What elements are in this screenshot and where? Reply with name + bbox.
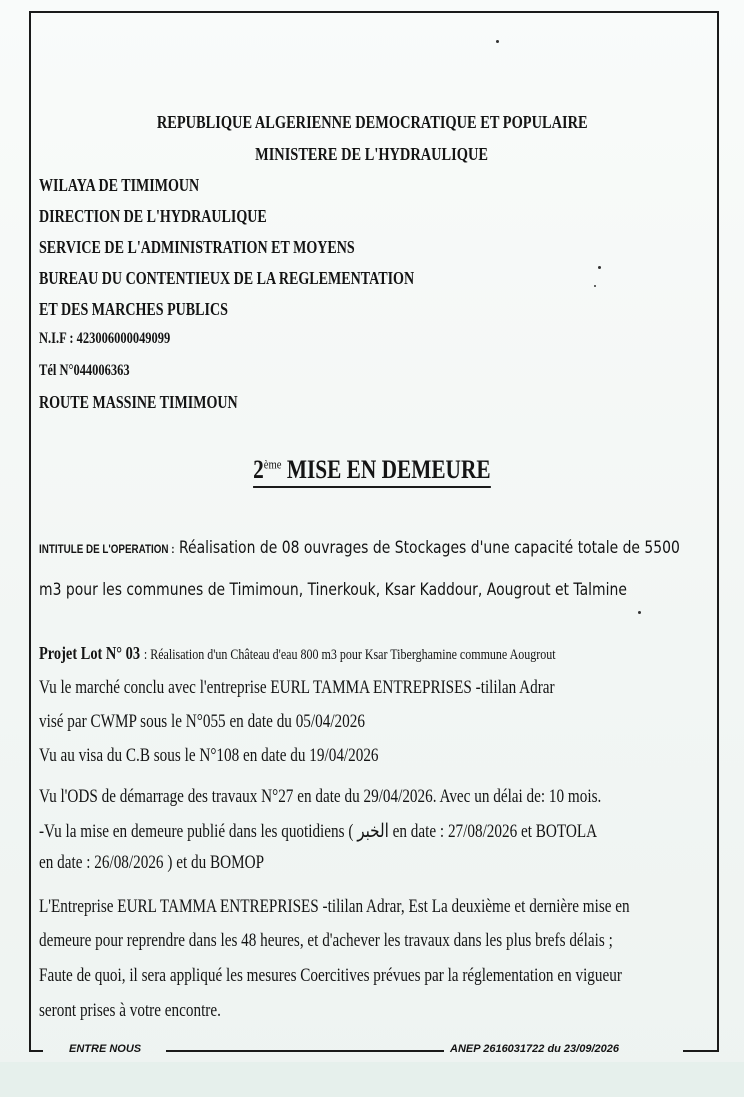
wilaya-line: WILAYA DE TIMIMOUN <box>39 175 200 195</box>
body-line-7: L'Entreprise EURL TAMMA ENTREPRISES -tililan Adrar, Est La deuxième et dernière mise en <box>39 896 630 917</box>
direction-line: DIRECTION DE L'HYDRAULIQUE <box>39 206 267 226</box>
page-bottom-margin <box>0 1062 744 1097</box>
service-line: SERVICE DE L'ADMINISTRATION ET MOYENS <box>39 237 355 257</box>
project-line <box>39 643 685 665</box>
notice-footer <box>29 1040 719 1062</box>
nif-line: N.I.F : 423006000049099 <box>39 330 171 347</box>
republic-heading: REPUBLIQUE ALGERIENNE DEMOCRATIQUE ET POPULAIRE <box>156 112 588 132</box>
operation-line-1 <box>39 538 744 558</box>
tel-line: Tél N°044006363 <box>39 362 130 379</box>
address-line: ROUTE MASSINE TIMIMOUN <box>39 392 238 412</box>
project-label: Projet Lot N° 03 <box>39 643 141 663</box>
body-line-9: Faute de quoi, il sera appliqué les mesures Coercitives prévues par la réglementation en vigueur <box>39 965 622 986</box>
body-line-5: -Vu la mise en demeure publié dans les quotidiens ( الخبر en date : 27/08/2026 et BOTOLA <box>39 821 598 842</box>
print-speck <box>638 611 641 614</box>
project-text: : Réalisation d'un Château d'eau 800 m3 pour Ksar Tiberghamine commune Aougrout <box>143 647 556 663</box>
body-line-6: en date : 26/08/2026 ) et du BOMOP <box>39 852 265 873</box>
footer-rule-left <box>29 1050 43 1052</box>
body-line-8: demeure pour reprendre dans les 48 heures, et d'achever les travaux dans les plus brefs délais ; <box>39 930 613 951</box>
ministry-heading: MINISTERE DE L'HYDRAULIQUE <box>255 144 489 164</box>
body-line-3: Vu au visa du C.B sous le N°108 en date du 19/04/2026 <box>39 745 379 766</box>
notice-title <box>0 455 744 488</box>
print-speck <box>496 40 499 43</box>
body-line-1: Vu le marché conclu avec l'entreprise EURL TAMMA ENTREPRISES -tililan Adrar <box>39 677 555 698</box>
print-speck <box>594 285 596 287</box>
body-line-10: seront prises à votre encontre. <box>39 1000 221 1021</box>
footer-right-label: ANEP 2616031722 du 23/09/2026 <box>450 1043 619 1055</box>
bureau-line-1: BUREAU DU CONTENTIEUX DE LA REGLEMENTATION <box>39 268 415 288</box>
title-text: MISE EN DEMEURE <box>286 455 491 484</box>
title-ordinal-suffix: ème <box>263 456 282 472</box>
operation-label: INTITULE DE L'OPERATION : <box>39 542 175 556</box>
operation-text-1: Réalisation de 08 ouvrages de Stockages d'une capacité totale de 5500 <box>178 538 680 558</box>
body-line-4: Vu l'ODS de démarrage des travaux N°27 en date du 29/04/2026. Avec un délai de: 10 mois. <box>39 786 602 807</box>
footer-rule-right <box>683 1050 719 1052</box>
footer-left-label: ENTRE NOUS <box>69 1043 142 1055</box>
operation-line-2: m3 pour les communes de Timimoun, Tinerkouk, Ksar Kaddour, Aougrout et Talmine <box>39 580 627 600</box>
title-number: 2 <box>253 455 264 484</box>
notice-frame <box>29 11 719 1051</box>
body-line-2: visé par CWMP sous le N°055 en date du 05/04/2026 <box>39 711 365 732</box>
bureau-line-2: ET DES MARCHES PUBLICS <box>39 299 228 319</box>
footer-rule-middle <box>166 1050 444 1052</box>
print-speck <box>598 266 601 269</box>
